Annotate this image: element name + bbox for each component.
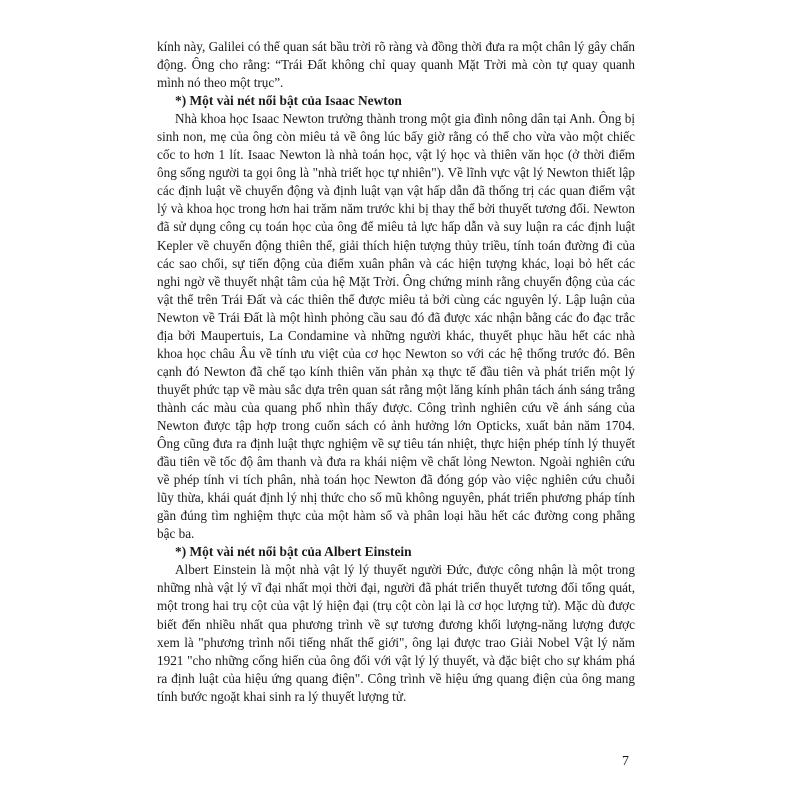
paragraph-newton: Nhà khoa học Isaac Newton trưởng thành trong một gia đình nông dân tại Anh. Ông bị sinh non, mẹ của ông còn miêu tả về ông lúc bấy giờ rằng có thể cho vừa vào một chiếc cốc to hơn 1 lít. Isaac Newton là nhà toán học, vật lý học và thiên văn học (ở thời điểm ông sống người ta gọi ông là "nhà triết học tự nhiên"). Về lĩnh vực vật lý Newton thiết lập các định luật về chuyển động và định luật vạn vật hấp dẫn đã thống trị các quan điểm vật lý và khoa học trong hơn hai trăm năm trước khi bị thay thế bởi thuyết tương đối. Newton đã sử dụng công cụ toán học của ông để miêu tả lực hấp dẫn và suy luận ra các định luật Kepler về chuyển động thiên thể, giải thích hiện tượng thủy triều, tính toán đường đi của các sao chổi, sự tiến động của điểm xuân phân và các hiện tượng khác, loại bỏ hết các nghi ngờ về thuyết nhật tâm của hệ Mặt Trời. Ông chứng minh rằng chuyển động của các vật thể trên Trái Đất và các thiên thể được miêu tả bởi cùng các nguyên lý. Lập luận của Newton về Trái Đất là một hình phỏng cầu sau đó đã được xác nhận bằng các đo đạc trắc địa bởi Maupertuis, La Condamine và những người khác, thuyết phục hầu hết các nhà khoa học châu Âu về tính ưu việt của cơ học Newton so với các hệ thống trước đó. Bên cạnh đó Newton đã chế tạo kính thiên văn phản xạ thực tế đầu tiên và phát triển một lý thuyết phức tạp về màu sắc dựa trên quan sát rằng một lăng kính phân tách ánh sáng trắng thành các màu của quang phổ nhìn thấy được. Công trình nghiên cứu về ánh sáng của Newton được tập hợp trong cuốn sách có ảnh hưởng lớn Opticks, xuất bản năm 1704. Ông cũng đưa ra định luật thực nghiệm về sự tiêu tán nhiệt, thực hiện phép tính lý thuyết đầu tiên về tốc độ âm thanh và đưa ra khái niệm về chất lỏng Newton. Ngoài nghiên cứu về phép tính vi tích phân, nhà toán học Newton đã đóng góp vào việc nghiên cứu chuỗi lũy thừa, khái quát định lý nhị thức cho số mũ không nguyên, phát triển phương pháp tính gần đúng tìm nghiệm thực của một hàm số và phân loại hầu hết các đường cong phẳng bậc ba. [157, 111, 635, 542]
paragraph-intro: kính này, Galilei có thể quan sát bầu trời rõ ràng và đồng thời đưa ra một chân lý gây chấn động. Ông cho rằng: “Trái Đất không chỉ quay quanh Mặt Trời mà còn tự quay quanh mình nó theo một trục”. [157, 39, 635, 91]
page-body [157, 38, 635, 706]
page-number: 7 [622, 754, 629, 769]
heading-einstein: *) Một vài nét nổi bật của Albert Einstein [175, 544, 412, 560]
paragraph-einstein: Albert Einstein là một nhà vật lý lý thuyết người Đức, được công nhận là một trong những nhà vật lý vĩ đại nhất mọi thời đại, người đã phát triển thuyết tương đối tổng quát, một trong hai trụ cột của vật lý hiện đại (trụ cột còn lại là cơ học lượng tử). Mặc dù được biết đến nhiều nhất qua phương trình về sự tương đương khối lượng-năng lượng được xem là "phương trình nổi tiếng nhất thế giới", ông lại được trao Giải Nobel Vật lý năm 1921 "cho những cống hiến của ông đối với vật lý lý thuyết, và đặc biệt cho sự khám phá ra định luật của hiệu ứng quang điện". Công trình về hiệu ứng quang điện của ông mang tính bước ngoặt khai sinh ra lý thuyết lượng tử. [157, 562, 635, 704]
heading-newton: *) Một vài nét nổi bật của Isaac Newton [175, 93, 402, 109]
